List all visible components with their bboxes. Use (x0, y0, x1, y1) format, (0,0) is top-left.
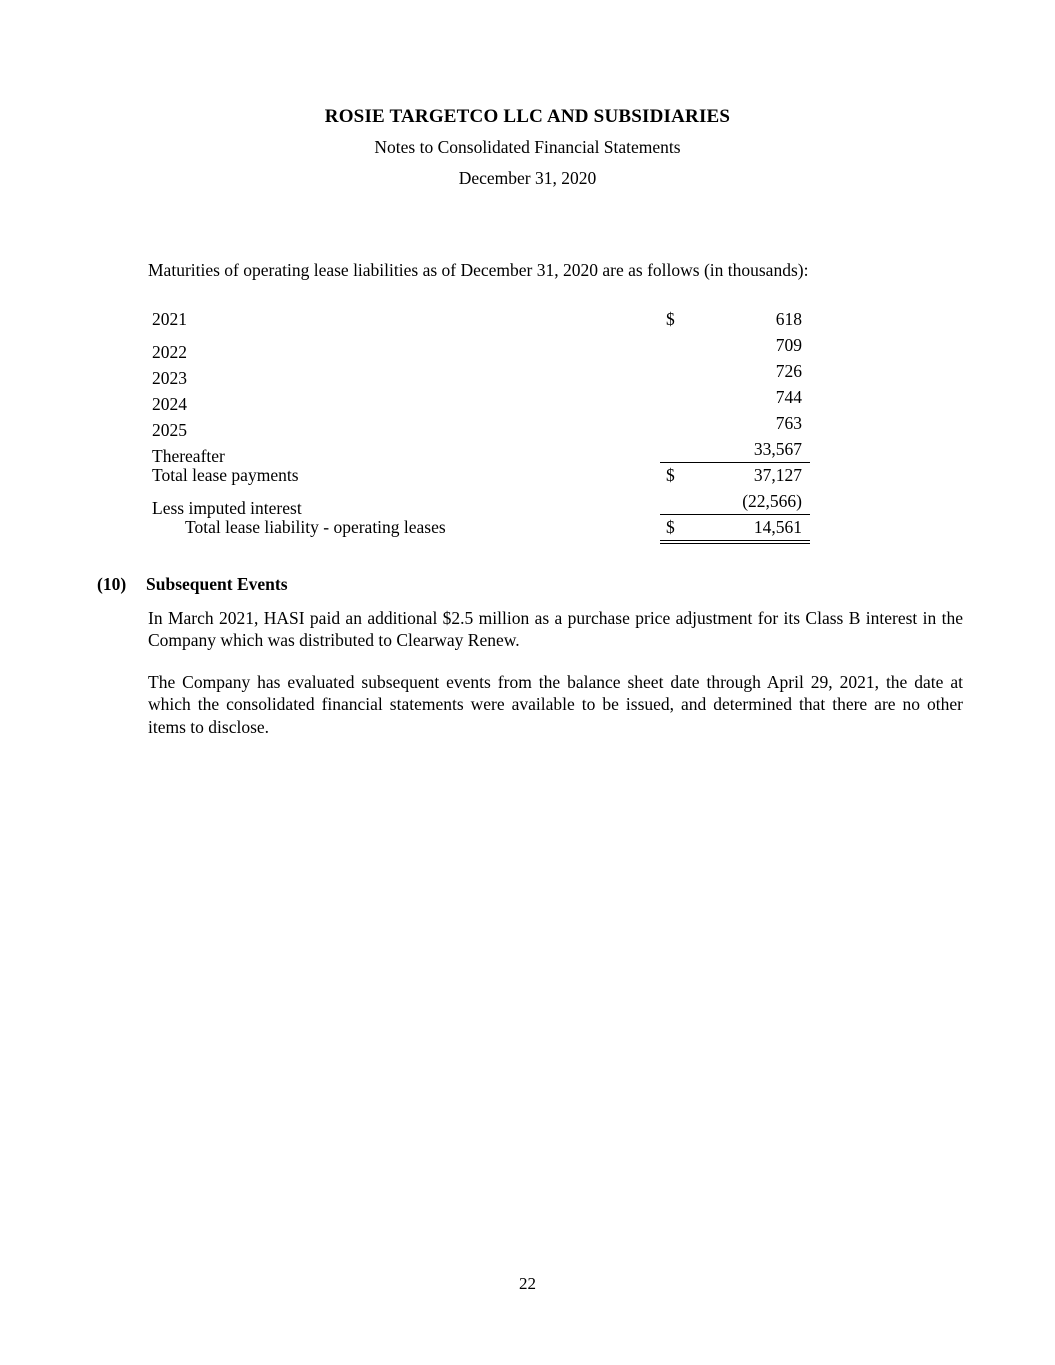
row-label: 2025 (152, 420, 187, 440)
row-label: Less imputed interest (152, 498, 302, 518)
row-amount: 744 (775, 387, 802, 407)
lease-maturities-intro: Maturities of operating lease liabilities as of December 31, 2020 are as follows (in thousands): (148, 260, 809, 280)
row-amount: (22,566) (742, 491, 802, 511)
currency-symbol: $ (666, 309, 675, 329)
currency-symbol: $ (666, 517, 675, 537)
statement-date: December 31, 2020 (458, 168, 597, 188)
row-amount: 726 (775, 361, 802, 381)
currency-symbol: $ (666, 465, 675, 485)
section-number: (10) (97, 574, 127, 594)
row-amount: 763 (775, 413, 802, 433)
page-number: 22 (519, 1274, 536, 1293)
table-row-2022 (152, 332, 810, 362)
lease-maturities-table (152, 306, 810, 540)
subsequent-events-heading (97, 574, 288, 595)
document-header (0, 106, 1055, 189)
section-title: Subsequent Events (146, 574, 288, 594)
row-amount: 709 (775, 335, 802, 355)
row-label: 2023 (152, 368, 187, 388)
table-row-total-lease-payments (152, 462, 810, 488)
row-label: Total lease payments (152, 465, 299, 485)
row-amount: 37,127 (753, 465, 802, 485)
table-row-less-imputed-interest (152, 488, 810, 518)
row-label: Total lease liability - operating leases (185, 517, 446, 537)
row-label: 2024 (152, 394, 187, 414)
table-row-total-lease-liability (152, 514, 810, 540)
company-name: ROSIE TARGETCO LLC AND SUBSIDIARIES (324, 106, 731, 127)
subsequent-events-paragraph-1: In March 2021, HASI paid an additional $2.5 million as a purchase price adjustment for its Class B interest in the Company which was distributed to Clearway Renew. (148, 608, 963, 651)
row-label: Thereafter (152, 446, 225, 466)
subsequent-events-paragraph-2: The Company has evaluated subsequent events from the balance sheet date through April 29, 2021, the date at which the consolidated financial statements were available to be issued, and determined that there are no other items to disclose. (148, 672, 963, 737)
row-amount: 618 (775, 309, 802, 329)
row-label: 2022 (152, 342, 187, 362)
table-row-2021 (152, 306, 810, 332)
row-amount: 14,561 (753, 517, 802, 537)
row-amount: 33,567 (753, 439, 802, 459)
document-subtitle: Notes to Consolidated Financial Statements (374, 137, 681, 157)
row-label: 2021 (152, 309, 187, 329)
